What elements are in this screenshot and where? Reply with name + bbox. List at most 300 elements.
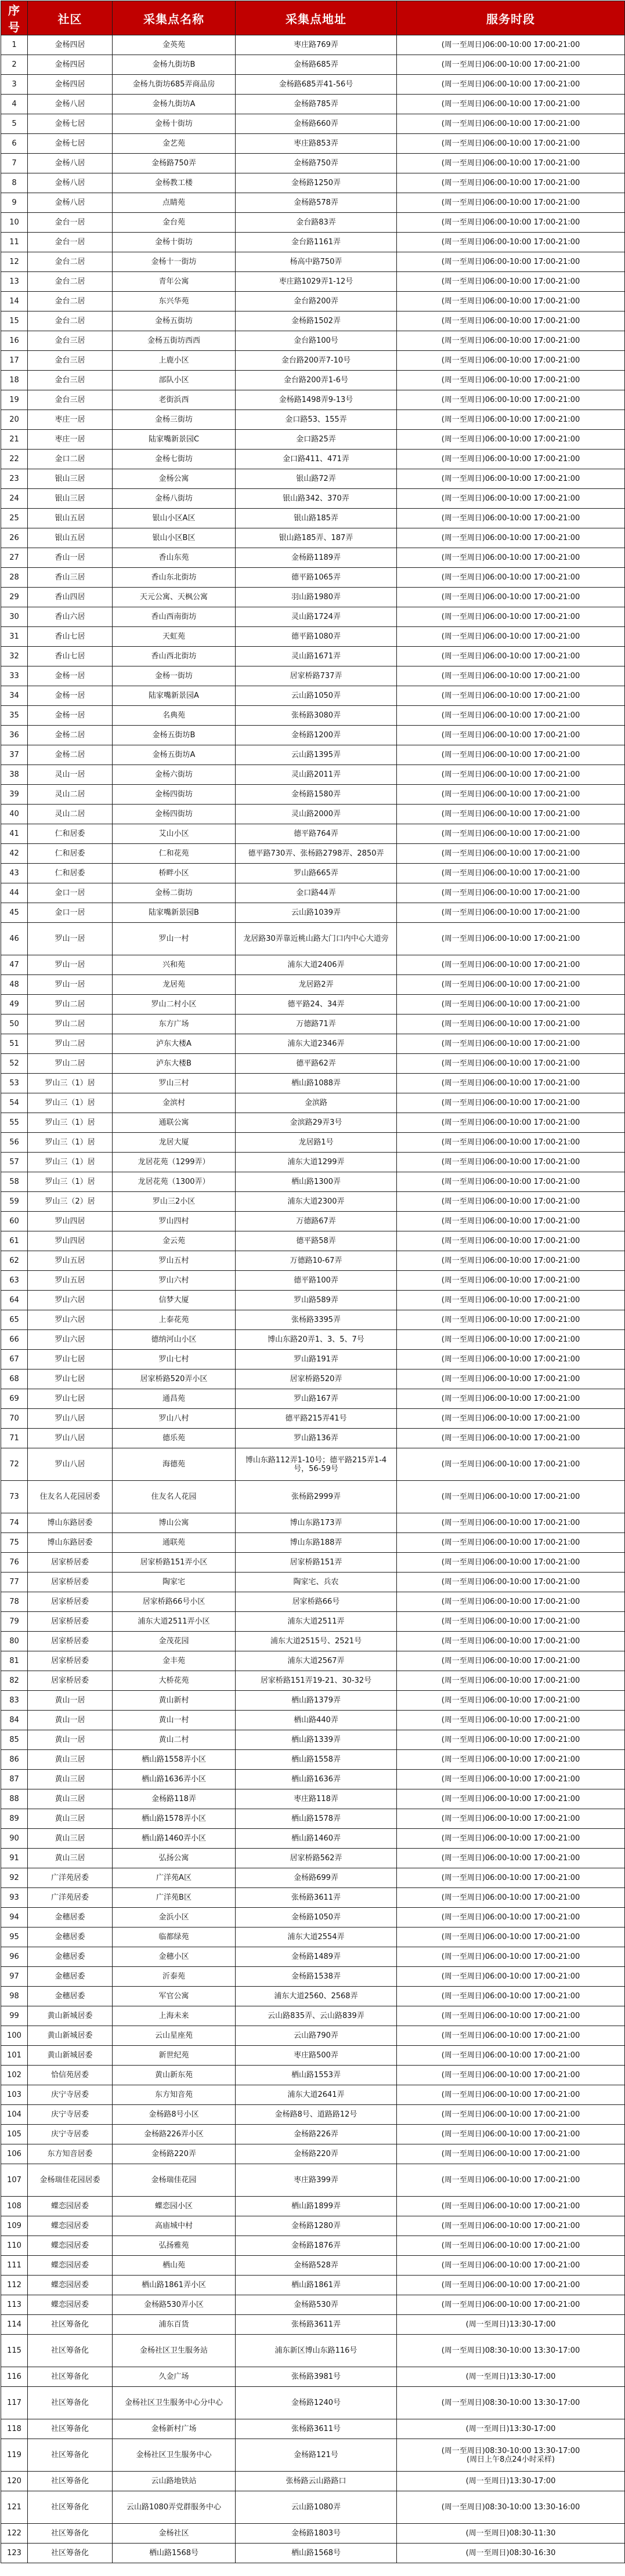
row-community: 黄山一居 bbox=[28, 1711, 113, 1730]
row-site-name: 金杨教工楼 bbox=[113, 173, 236, 193]
row-site-address: 张杨路3611弄 bbox=[236, 2315, 397, 2335]
row-index: 90 bbox=[1, 1829, 28, 1849]
row-site-name: 浦东大道2511弄小区 bbox=[113, 1612, 236, 1632]
row-index: 69 bbox=[1, 1389, 28, 1409]
table-row bbox=[1, 1711, 625, 1730]
row-site-address: 栖山路440弄 bbox=[236, 1711, 397, 1730]
row-site-name: 住友名人花园 bbox=[113, 1481, 236, 1513]
row-service-hours: (周一至周日)13:30-17:00 bbox=[397, 2472, 625, 2491]
page bbox=[0, 1, 625, 2576]
row-community: 金台三居 bbox=[28, 371, 113, 390]
row-site-name: 黄山新村 bbox=[113, 1691, 236, 1711]
table-row bbox=[1, 1868, 625, 1888]
row-site-name: 金杨路118弄 bbox=[113, 1789, 236, 1809]
row-index: 106 bbox=[1, 2144, 28, 2164]
row-site-address: 银山路72弄 bbox=[236, 469, 397, 489]
row-index: 78 bbox=[1, 1592, 28, 1612]
row-index: 30 bbox=[1, 607, 28, 627]
table-row bbox=[1, 1271, 625, 1291]
row-site-name: 金杨社区 bbox=[113, 2524, 236, 2544]
row-site-name: 栖山路1558弄小区 bbox=[113, 1750, 236, 1770]
row-site-name: 金杨五街坊西西 bbox=[113, 331, 236, 351]
row-service-hours: (周一至周日)06:00-10:00 17:00-21:00 bbox=[397, 2006, 625, 2026]
row-site-address: 浦东大道2567弄 bbox=[236, 1651, 397, 1671]
row-service-hours: (周一至周日)06:00-10:00 17:00-21:00 bbox=[397, 1928, 625, 1947]
row-index: 120 bbox=[1, 2472, 28, 2491]
row-site-address: 金杨路8号、道路路12号 bbox=[236, 2105, 397, 2125]
row-site-name: 部队小区 bbox=[113, 371, 236, 390]
row-index: 121 bbox=[1, 2491, 28, 2524]
row-site-name: 上泰花苑 bbox=[113, 1310, 236, 1330]
row-community: 恰信苑居委 bbox=[28, 2066, 113, 2085]
row-service-hours: (周一至周日)06:00-10:00 17:00-21:00 bbox=[397, 903, 625, 923]
row-site-name: 栖山路1636弄小区 bbox=[113, 1770, 236, 1789]
table-row bbox=[1, 607, 625, 627]
table-row bbox=[1, 528, 625, 548]
row-community: 罗山三（1）居 bbox=[28, 1153, 113, 1172]
row-site-address: 栖山路1899弄 bbox=[236, 2197, 397, 2216]
row-site-name: 桥畔小区 bbox=[113, 864, 236, 883]
row-community: 蝶恋园居委 bbox=[28, 2216, 113, 2236]
table-row bbox=[1, 765, 625, 785]
row-service-hours: (周一至周日)06:00-10:00 17:00-21:00 bbox=[397, 1212, 625, 1231]
row-site-address: 金杨路1580弄 bbox=[236, 785, 397, 805]
table-row bbox=[1, 2367, 625, 2387]
row-index: 56 bbox=[1, 1133, 28, 1153]
row-index: 107 bbox=[1, 2164, 28, 2197]
row-index: 122 bbox=[1, 2524, 28, 2544]
table-row bbox=[1, 745, 625, 765]
table-row bbox=[1, 1389, 625, 1409]
row-site-name: 龙居大厦 bbox=[113, 1133, 236, 1153]
row-index: 13 bbox=[1, 272, 28, 292]
row-community: 广洋苑居委 bbox=[28, 1868, 113, 1888]
row-site-address: 浦东新区博山东路116号 bbox=[236, 2335, 397, 2367]
table-row bbox=[1, 1592, 625, 1612]
row-site-address: 金杨路220弄 bbox=[236, 2144, 397, 2164]
table-row bbox=[1, 923, 625, 955]
table-row bbox=[1, 2295, 625, 2315]
row-site-address: 金杨路785弄 bbox=[236, 95, 397, 114]
row-index: 87 bbox=[1, 1770, 28, 1789]
row-site-address: 浦东大道2406弄 bbox=[236, 955, 397, 975]
row-index: 47 bbox=[1, 955, 28, 975]
row-community: 金杨二居 bbox=[28, 726, 113, 745]
row-community: 灵山二居 bbox=[28, 785, 113, 805]
table-row bbox=[1, 1928, 625, 1947]
row-index: 28 bbox=[1, 568, 28, 588]
row-community: 金杨八居 bbox=[28, 193, 113, 213]
row-site-name: 栖山路1861弄小区 bbox=[113, 2276, 236, 2295]
row-site-address: 栖山路1568号 bbox=[236, 2544, 397, 2563]
row-service-hours: (周一至周日)06:00-10:00 17:00-21:00 bbox=[397, 1750, 625, 1770]
table-row bbox=[1, 233, 625, 252]
row-site-address: 金杨路660弄 bbox=[236, 114, 397, 134]
row-site-name: 通联苑 bbox=[113, 1533, 236, 1553]
row-service-hours: (周一至周日)06:00-10:00 17:00-21:00 bbox=[397, 1330, 625, 1350]
row-site-name: 黄山一村 bbox=[113, 1711, 236, 1730]
table-row bbox=[1, 1770, 625, 1789]
row-service-hours: (周一至周日)06:00-10:00 17:00-21:00 bbox=[397, 627, 625, 647]
row-site-address: 德平路764弄 bbox=[236, 824, 397, 844]
row-community: 罗山八居 bbox=[28, 1429, 113, 1448]
row-community: 蝶恋园居委 bbox=[28, 2276, 113, 2295]
row-site-name: 金杨一街坊 bbox=[113, 666, 236, 686]
row-service-hours: (周一至周日)08:30-10:00 13:30-17:00 (周日上午8点24小时采样) bbox=[397, 2439, 625, 2472]
row-service-hours: (周一至周日)06:00-10:00 17:00-21:00 bbox=[397, 1093, 625, 1113]
row-index: 76 bbox=[1, 1553, 28, 1573]
table-row bbox=[1, 1231, 625, 1251]
row-site-name: 罗山二村小区 bbox=[113, 995, 236, 1015]
row-service-hours: (周一至周日)06:00-10:00 17:00-21:00 bbox=[397, 430, 625, 450]
row-site-address: 罗山路167弄 bbox=[236, 1389, 397, 1409]
table-row bbox=[1, 588, 625, 607]
row-index: 66 bbox=[1, 1330, 28, 1350]
table-row bbox=[1, 955, 625, 975]
row-site-name: 云山星座苑 bbox=[113, 2026, 236, 2046]
row-site-name: 罗山三2小区 bbox=[113, 1192, 236, 1212]
table-row bbox=[1, 1192, 625, 1212]
row-site-name: 云山路1080弄党群服务中心 bbox=[113, 2491, 236, 2524]
row-site-address: 浦东大道2641弄 bbox=[236, 2085, 397, 2105]
row-service-hours: (周一至周日)06:00-10:00 17:00-21:00 bbox=[397, 489, 625, 509]
table-row bbox=[1, 1310, 625, 1330]
row-index: 63 bbox=[1, 1271, 28, 1291]
row-index: 100 bbox=[1, 2026, 28, 2046]
row-site-name: 天元公寓、天枫公寓 bbox=[113, 588, 236, 607]
row-site-name: 金杨瑞佳花园 bbox=[113, 2164, 236, 2197]
row-community: 香山三居 bbox=[28, 568, 113, 588]
row-site-address: 栖山路1558弄 bbox=[236, 1750, 397, 1770]
row-site-name: 龙居花苑（1299弄） bbox=[113, 1153, 236, 1172]
row-site-address: 枣庄路118弄 bbox=[236, 1789, 397, 1809]
row-service-hours: (周一至周日)06:00-10:00 17:00-21:00 bbox=[397, 134, 625, 154]
row-service-hours: (周一至周日)08:30-11:30 bbox=[397, 2524, 625, 2544]
row-service-hours: (周一至周日)06:00-10:00 17:00-21:00 bbox=[397, 1310, 625, 1330]
row-service-hours: (周一至周日)06:00-10:00 17:00-21:00 bbox=[397, 331, 625, 351]
row-index: 81 bbox=[1, 1651, 28, 1671]
row-site-address: 羽山路1980弄 bbox=[236, 588, 397, 607]
table-row bbox=[1, 2125, 625, 2144]
row-index: 23 bbox=[1, 469, 28, 489]
row-site-address: 博山东路20弄1、3、5、7号 bbox=[236, 1330, 397, 1350]
row-site-address: 居家桥路151弄19-21、30-32号 bbox=[236, 1671, 397, 1691]
row-site-address: 金口路44弄 bbox=[236, 883, 397, 903]
row-service-hours: (周一至周日)06:00-10:00 17:00-21:00 bbox=[397, 1350, 625, 1369]
row-community: 香山一居 bbox=[28, 548, 113, 568]
row-community: 罗山二居 bbox=[28, 995, 113, 1015]
row-site-name: 泸东大楼B bbox=[113, 1054, 236, 1074]
row-index: 51 bbox=[1, 1034, 28, 1054]
row-index: 97 bbox=[1, 1967, 28, 1987]
row-index: 26 bbox=[1, 528, 28, 548]
row-service-hours: (周一至周日)06:00-10:00 17:00-21:00 bbox=[397, 1192, 625, 1212]
row-community: 金杨一居 bbox=[28, 706, 113, 726]
row-service-hours: (周一至周日)06:00-10:00 17:00-21:00 bbox=[397, 35, 625, 55]
row-service-hours: (周一至周日)06:00-10:00 17:00-21:00 bbox=[397, 1849, 625, 1868]
row-site-address: 枣庄路500弄 bbox=[236, 2046, 397, 2066]
row-community: 金杨八居 bbox=[28, 173, 113, 193]
row-index: 11 bbox=[1, 233, 28, 252]
table-row bbox=[1, 2472, 625, 2491]
row-index: 7 bbox=[1, 154, 28, 173]
row-site-address: 金杨路750弄 bbox=[236, 154, 397, 173]
row-site-address: 灵山路1671弄 bbox=[236, 647, 397, 666]
row-service-hours: (周一至周日)06:00-10:00 17:00-21:00 bbox=[397, 252, 625, 272]
table-row bbox=[1, 173, 625, 193]
row-site-name: 金杨社区卫生服务中心 bbox=[113, 2439, 236, 2472]
table-row bbox=[1, 1133, 625, 1153]
table-row bbox=[1, 213, 625, 233]
row-site-address: 德平路730弄、张杨路2798弄、2850弄 bbox=[236, 844, 397, 864]
table-row bbox=[1, 2419, 625, 2439]
row-community: 仁和居委 bbox=[28, 844, 113, 864]
row-service-hours: (周一至周日)06:00-10:00 17:00-21:00 bbox=[397, 311, 625, 331]
row-index: 8 bbox=[1, 173, 28, 193]
row-community: 黄山三居 bbox=[28, 1829, 113, 1849]
row-community: 博山东路居委 bbox=[28, 1533, 113, 1553]
row-site-address: 博山东路188弄 bbox=[236, 1533, 397, 1553]
row-community: 银山三居 bbox=[28, 489, 113, 509]
row-site-name: 金杨七街坊 bbox=[113, 450, 236, 469]
row-site-name: 浦东百货 bbox=[113, 2315, 236, 2335]
row-site-name: 青年公寓 bbox=[113, 272, 236, 292]
table-row bbox=[1, 1409, 625, 1429]
table-row bbox=[1, 2197, 625, 2216]
row-index: 70 bbox=[1, 1409, 28, 1429]
table-row bbox=[1, 686, 625, 706]
row-service-hours: (周一至周日)06:00-10:00 17:00-21:00 bbox=[397, 2216, 625, 2236]
row-community: 金杨四居 bbox=[28, 35, 113, 55]
row-site-name: 香山东苑 bbox=[113, 548, 236, 568]
row-community: 罗山三（1）居 bbox=[28, 1093, 113, 1113]
row-service-hours: (周一至周日)06:00-10:00 17:00-21:00 bbox=[397, 2085, 625, 2105]
row-community: 金穗居委 bbox=[28, 1908, 113, 1928]
row-site-name: 德纳河山小区 bbox=[113, 1330, 236, 1350]
row-index: 113 bbox=[1, 2295, 28, 2315]
row-community: 罗山六居 bbox=[28, 1310, 113, 1330]
row-community: 罗山三（1）居 bbox=[28, 1074, 113, 1093]
row-community: 金台二居 bbox=[28, 292, 113, 311]
row-community: 罗山六居 bbox=[28, 1330, 113, 1350]
table-row bbox=[1, 390, 625, 410]
row-index: 43 bbox=[1, 864, 28, 883]
row-site-address: 云山路790弄 bbox=[236, 2026, 397, 2046]
table-row bbox=[1, 2164, 625, 2197]
row-site-address: 德平路100弄 bbox=[236, 1271, 397, 1291]
row-site-address: 枣庄路853弄 bbox=[236, 134, 397, 154]
row-community: 金台三居 bbox=[28, 331, 113, 351]
row-site-name: 金杨十一街坊 bbox=[113, 252, 236, 272]
row-site-name: 金杨二街坊 bbox=[113, 883, 236, 903]
row-site-address: 居家桥路66号 bbox=[236, 1592, 397, 1612]
table-row bbox=[1, 2046, 625, 2066]
row-site-address: 灵山路2000弄 bbox=[236, 805, 397, 824]
table-row bbox=[1, 1573, 625, 1592]
row-index: 117 bbox=[1, 2387, 28, 2419]
row-site-name: 栖山路1578弄小区 bbox=[113, 1809, 236, 1829]
row-community: 居家桥居委 bbox=[28, 1612, 113, 1632]
row-community: 社区筹备化 bbox=[28, 2524, 113, 2544]
row-site-address: 栖山路1339弄 bbox=[236, 1730, 397, 1750]
row-service-hours: (周一至周日)06:00-10:00 17:00-21:00 bbox=[397, 1369, 625, 1389]
row-site-name: 居家桥路151弄小区 bbox=[113, 1553, 236, 1573]
table-body bbox=[1, 35, 625, 2563]
row-site-name: 金浜小区 bbox=[113, 1908, 236, 1928]
row-site-address: 云山路1395弄 bbox=[236, 745, 397, 765]
row-community: 灵山一居 bbox=[28, 765, 113, 785]
row-site-name: 居家桥路66号小区 bbox=[113, 1592, 236, 1612]
row-index: 53 bbox=[1, 1074, 28, 1093]
table-row bbox=[1, 844, 625, 864]
row-site-address: 张杨路3395弄 bbox=[236, 1310, 397, 1330]
row-site-address: 银山路185弄、187弄 bbox=[236, 528, 397, 548]
row-site-name: 金杨路750弄 bbox=[113, 154, 236, 173]
row-site-address: 金杨路699弄 bbox=[236, 1868, 397, 1888]
row-site-name: 广洋苑B区 bbox=[113, 1888, 236, 1908]
row-index: 110 bbox=[1, 2236, 28, 2256]
row-community: 黄山三居 bbox=[28, 1809, 113, 1829]
table-row bbox=[1, 627, 625, 647]
table-row bbox=[1, 2524, 625, 2544]
row-service-hours: (周一至周日)06:00-10:00 17:00-21:00 bbox=[397, 568, 625, 588]
row-site-address: 浦东大道2300弄 bbox=[236, 1192, 397, 1212]
row-service-hours: (周一至周日)06:00-10:00 17:00-21:00 bbox=[397, 824, 625, 844]
row-community: 东方知音居委 bbox=[28, 2144, 113, 2164]
row-site-name: 陆家嘴新景园A bbox=[113, 686, 236, 706]
row-index: 68 bbox=[1, 1369, 28, 1389]
row-community: 黄山新城居委 bbox=[28, 2026, 113, 2046]
row-site-name: 东方知音苑 bbox=[113, 2085, 236, 2105]
row-index: 86 bbox=[1, 1750, 28, 1770]
row-community: 罗山八居 bbox=[28, 1409, 113, 1429]
row-index: 62 bbox=[1, 1251, 28, 1271]
row-site-address: 枣庄路769弄 bbox=[236, 35, 397, 55]
row-community: 黄山新城居委 bbox=[28, 2006, 113, 2026]
row-service-hours: (周一至周日)06:00-10:00 17:00-21:00 bbox=[397, 1034, 625, 1054]
row-community: 社区筹备化 bbox=[28, 2419, 113, 2439]
row-site-name: 栖山苑 bbox=[113, 2256, 236, 2276]
row-site-name: 罗山一村 bbox=[113, 923, 236, 955]
row-community: 银山五居 bbox=[28, 528, 113, 548]
header-index: 序号 bbox=[1, 1, 28, 35]
row-site-name: 金杨九街坊B bbox=[113, 55, 236, 75]
row-community: 广洋苑居委 bbox=[28, 1888, 113, 1908]
row-community: 金杨一居 bbox=[28, 686, 113, 706]
row-service-hours: (周一至周日)06:00-10:00 17:00-21:00 bbox=[397, 272, 625, 292]
row-service-hours: (周一至周日)06:00-10:00 17:00-21:00 bbox=[397, 2197, 625, 2216]
row-index: 17 bbox=[1, 351, 28, 371]
row-community: 罗山二居 bbox=[28, 1015, 113, 1034]
row-service-hours: (周一至周日)06:00-10:00 17:00-21:00 bbox=[397, 1809, 625, 1829]
row-site-name: 金杨十街坊 bbox=[113, 233, 236, 252]
row-community: 罗山三（1）居 bbox=[28, 1113, 113, 1133]
table-row bbox=[1, 1750, 625, 1770]
row-community: 罗山一居 bbox=[28, 975, 113, 995]
row-community: 蝶恋园居委 bbox=[28, 2236, 113, 2256]
row-community: 黄山新城居委 bbox=[28, 2046, 113, 2066]
row-index: 99 bbox=[1, 2006, 28, 2026]
row-site-address: 张杨路3080弄 bbox=[236, 706, 397, 726]
row-service-hours: (周一至周日)06:00-10:00 17:00-21:00 bbox=[397, 666, 625, 686]
row-index: 12 bbox=[1, 252, 28, 272]
table-row bbox=[1, 95, 625, 114]
row-index: 4 bbox=[1, 95, 28, 114]
row-community: 罗山七居 bbox=[28, 1369, 113, 1389]
row-site-address: 金滨路 bbox=[236, 1093, 397, 1113]
row-index: 111 bbox=[1, 2256, 28, 2276]
row-community: 居家桥居委 bbox=[28, 1632, 113, 1651]
row-site-address: 德平路58弄 bbox=[236, 1231, 397, 1251]
table-row bbox=[1, 975, 625, 995]
table-row bbox=[1, 2026, 625, 2046]
row-site-name: 栖山路1568号 bbox=[113, 2544, 236, 2563]
row-community: 黄山三居 bbox=[28, 1789, 113, 1809]
row-site-address: 陶家宅、兵农 bbox=[236, 1573, 397, 1592]
row-community: 罗山七居 bbox=[28, 1350, 113, 1369]
row-service-hours: (周一至周日)06:00-10:00 17:00-21:00 bbox=[397, 864, 625, 883]
row-service-hours: (周一至周日)06:00-10:00 17:00-21:00 bbox=[397, 75, 625, 95]
row-service-hours: (周一至周日)06:00-10:00 17:00-21:00 bbox=[397, 469, 625, 489]
table-row bbox=[1, 883, 625, 903]
row-service-hours: (周一至周日)06:00-10:00 17:00-21:00 bbox=[397, 1573, 625, 1592]
row-index: 88 bbox=[1, 1789, 28, 1809]
row-site-name: 金杨四街坊 bbox=[113, 805, 236, 824]
row-site-address: 德平路24、34弄 bbox=[236, 995, 397, 1015]
row-site-address: 金杨路1876弄 bbox=[236, 2236, 397, 2256]
row-index: 1 bbox=[1, 35, 28, 55]
row-index: 24 bbox=[1, 489, 28, 509]
row-site-address: 浦东大道1299弄 bbox=[236, 1153, 397, 1172]
row-index: 38 bbox=[1, 765, 28, 785]
row-index: 31 bbox=[1, 627, 28, 647]
row-index: 71 bbox=[1, 1429, 28, 1448]
row-site-address: 金台路1161弄 bbox=[236, 233, 397, 252]
row-service-hours: (周一至周日)06:00-10:00 17:00-21:00 bbox=[397, 1429, 625, 1448]
row-site-address: 居家桥路562弄 bbox=[236, 1849, 397, 1868]
row-service-hours: (周一至周日)06:00-10:00 17:00-21:00 bbox=[397, 2026, 625, 2046]
row-community: 香山七居 bbox=[28, 647, 113, 666]
table-row bbox=[1, 1849, 625, 1868]
row-service-hours: (周一至周日)06:00-10:00 17:00-21:00 bbox=[397, 883, 625, 903]
row-community: 蝶恋园居委 bbox=[28, 2197, 113, 2216]
row-index: 9 bbox=[1, 193, 28, 213]
table-row bbox=[1, 1691, 625, 1711]
row-index: 14 bbox=[1, 292, 28, 311]
row-index: 104 bbox=[1, 2105, 28, 2125]
row-index: 79 bbox=[1, 1612, 28, 1632]
row-service-hours: (周一至周日)06:00-10:00 17:00-21:00 bbox=[397, 2125, 625, 2144]
table-row bbox=[1, 1533, 625, 1553]
row-index: 67 bbox=[1, 1350, 28, 1369]
row-site-address: 杨高中路750弄 bbox=[236, 252, 397, 272]
row-service-hours: (周一至周日)06:00-10:00 17:00-21:00 bbox=[397, 1409, 625, 1429]
row-site-name: 名典苑 bbox=[113, 706, 236, 726]
row-community: 仁和居委 bbox=[28, 824, 113, 844]
table-row bbox=[1, 2105, 625, 2125]
row-service-hours: (周一至周日)06:00-10:00 17:00-21:00 bbox=[397, 1389, 625, 1409]
table-row bbox=[1, 1671, 625, 1691]
row-site-address: 枣庄路399弄 bbox=[236, 2164, 397, 2197]
row-service-hours: (周一至周日)06:00-10:00 17:00-21:00 bbox=[397, 351, 625, 371]
row-service-hours: (周一至周日)06:00-10:00 17:00-21:00 bbox=[397, 1789, 625, 1809]
row-community: 金穗居委 bbox=[28, 1987, 113, 2006]
row-site-address: 张杨路3611弄 bbox=[236, 1888, 397, 1908]
row-site-name: 东兴华苑 bbox=[113, 292, 236, 311]
table-row bbox=[1, 193, 625, 213]
row-community: 黄山一居 bbox=[28, 1691, 113, 1711]
row-service-hours: (周一至周日)06:00-10:00 17:00-21:00 bbox=[397, 2295, 625, 2315]
